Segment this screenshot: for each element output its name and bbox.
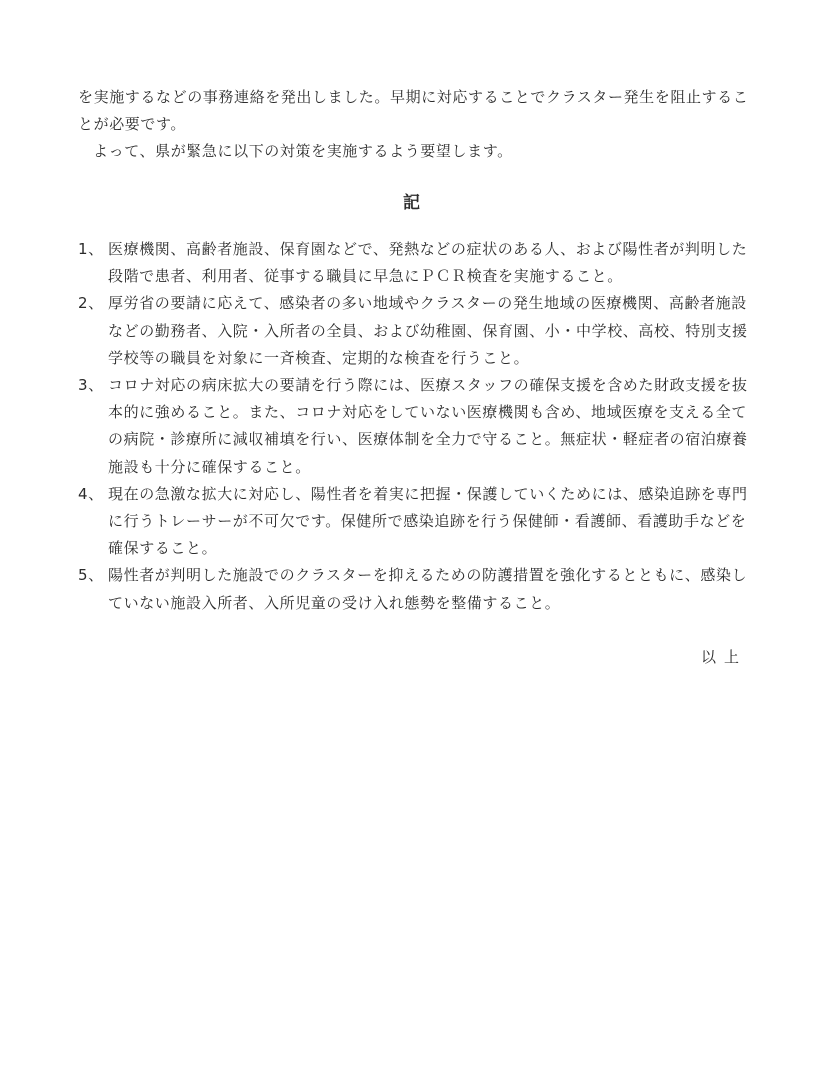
list-item (78, 290, 750, 372)
item-number: 4、 (78, 484, 104, 503)
item-number: 5、 (78, 566, 104, 585)
section-heading: 記 (403, 193, 420, 213)
list-item (78, 481, 750, 563)
request-list (78, 236, 750, 617)
intro-paragraph: を実施するなどの事務連絡を発出しました。早期に対応することでクラスター発生を阻止することが必要です。 (78, 88, 749, 133)
list-item (78, 372, 750, 481)
item-number: 2、 (78, 294, 104, 313)
intro-section (78, 84, 750, 165)
item-number: 1、 (78, 240, 104, 258)
item-text: 現在の急激な拡大に対応し、陽性者を着実に把握・保護していくためには、感染追跡を専門に行うトレーサーが不可欠です。保健所で感染追跡を行う保健師・看護師、看護助手などを確保すること。 (108, 484, 748, 558)
item-number: 3、 (78, 376, 104, 395)
request-paragraph: よって、県が緊急に以下の対策を実施するよう要望します。 (93, 142, 513, 160)
item-text: 厚労省の要請に応えて、感染者の多い地域やクラスターの発生地域の医療機関、高齢者施設などの勤務者、入院・入所者の全員、および幼稚園、保育園、小・中学校、高校、特別支援学校等の職員を対象に一斉検査、定期的な検査を行うこと。 (108, 294, 748, 367)
list-item (78, 562, 750, 616)
item-text: 医療機関、高齢者施設、保育園などで、発熱などの症状のある人、および陽性者が判明した段階で患者、利用者、従事する職員に早急にＰＣＲ検査を実施すること。 (108, 240, 748, 286)
item-text: コロナ対応の病床拡大の要請を行う際には、医療スタッフの確保支援を含めた財政支援を抜本的に強めること。また、コロナ対応をしていない医療機関も含め、地域医療を支える全ての病院・診療所に減収補填を行い、医療体制を全力で守ること。無症状・軽症者の宿泊療養施設も十分に確保すること。 (108, 376, 748, 476)
list-item (78, 236, 750, 290)
item-text: 陽性者が判明した施設でのクラスターを抑えるための防護措置を強化するとともに、感染していない施設入所者、入所児童の受け入れ態勢を整備すること。 (108, 566, 748, 612)
closing-mark: 以上 (700, 648, 747, 666)
